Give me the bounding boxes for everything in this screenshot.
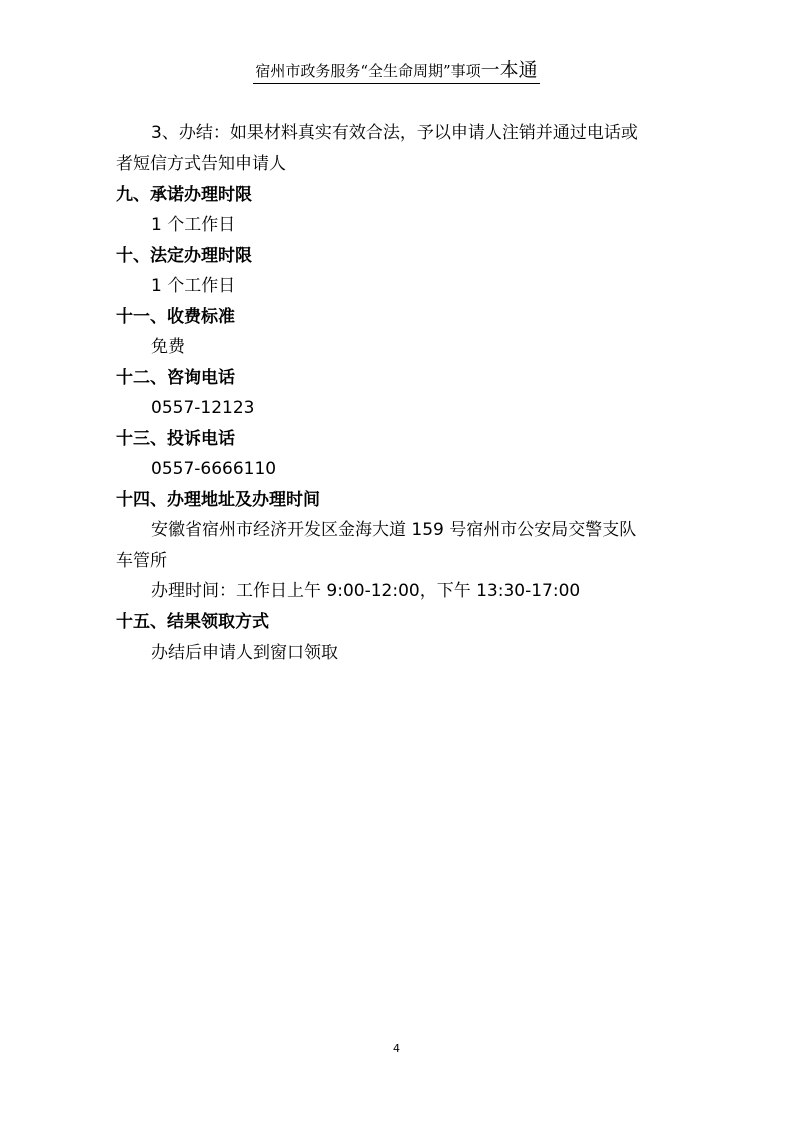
section-9-value: 1 个工作日 [151, 215, 236, 235]
section-13-heading: 十三、投诉电话 [116, 429, 235, 449]
section-14-heading: 十四、办理地址及办理时间 [116, 490, 320, 510]
header-title-suffix: 一本通 [480, 59, 538, 81]
page-header [0, 60, 793, 84]
section-14-address-line2: 车管所 [116, 551, 167, 571]
page-number: 4 [393, 1042, 400, 1055]
section-10-value: 1 个工作日 [151, 276, 236, 296]
section-15-value: 办结后申请人到窗口领取 [151, 643, 338, 663]
section-11-heading: 十一、收费标准 [116, 307, 235, 327]
section-14-address-line1: 安徽省宿州市经济开发区金海大道 159 号宿州市公安局交警支队 [151, 520, 637, 540]
section-12-heading: 十二、咨询电话 [116, 368, 235, 388]
section-15-heading: 十五、结果领取方式 [116, 612, 269, 632]
section-12-value: 0557-12123 [151, 398, 255, 418]
section-13-value: 0557-6666110 [151, 459, 277, 479]
section-9-heading: 九、承诺办理时限 [116, 185, 252, 205]
step3-text-line2: 者短信方式告知申请人 [116, 154, 286, 174]
section-10-heading: 十、法定办理时限 [116, 246, 252, 266]
header-title [253, 60, 539, 84]
section-11-value: 免费 [151, 337, 185, 357]
header-title-main: 宿州市政务服务“全生命周期”事项 [255, 62, 481, 80]
section-14-hours: 办理时间：工作日上午 9:00-12:00，下午 13:30-17:00 [151, 581, 581, 601]
step3-text-line1: 3、办结：如果材料真实有效合法，予以申请人注销并通过电话或 [151, 123, 638, 143]
